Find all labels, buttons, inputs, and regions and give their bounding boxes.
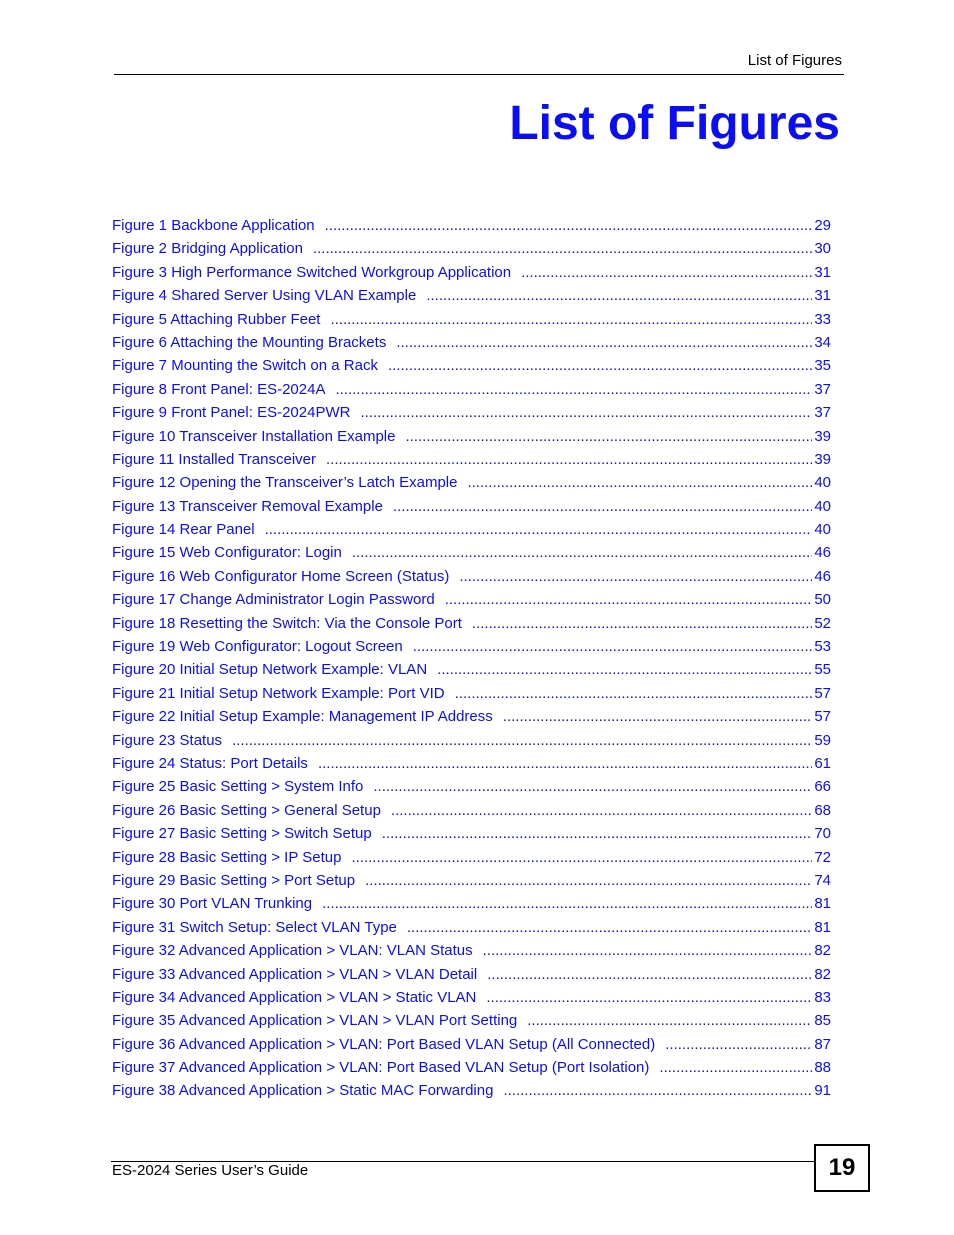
toc-entry-label: Figure 22 Initial Setup Example: Management IP Address: [112, 708, 493, 726]
toc-entry-page: 40: [814, 474, 831, 492]
dot-leader: [459, 568, 812, 585]
dot-leader: [335, 381, 812, 398]
dot-leader: [352, 544, 812, 561]
toc-entry[interactable]: [112, 825, 831, 848]
toc-entry-page: 30: [814, 240, 831, 258]
page-title: List of Figures: [509, 97, 840, 150]
toc-entry-page: 72: [814, 848, 831, 866]
toc-entry-page: 39: [814, 427, 831, 445]
toc-entry-label: Figure 36 Advanced Application > VLAN: Port Based VLAN Setup (All Connected): [112, 1035, 656, 1053]
toc-entry[interactable]: [112, 428, 831, 451]
toc-entry-page: 59: [814, 731, 831, 749]
toc-entry-label: Figure 6 Attaching the Mounting Brackets: [112, 333, 387, 351]
dot-leader: [487, 966, 812, 983]
toc-entry-page: 68: [814, 801, 831, 819]
toc-entry-page: 82: [814, 942, 831, 960]
toc-entry[interactable]: [112, 778, 831, 801]
toc-entry-page: 66: [814, 778, 831, 796]
toc-entry-page: 91: [814, 1082, 831, 1100]
toc-entry[interactable]: [112, 755, 831, 778]
toc-entry[interactable]: [112, 732, 831, 755]
header-rule: [114, 74, 844, 75]
toc-entry-label: Figure 31 Switch Setup: Select VLAN Type: [112, 918, 397, 936]
dot-leader: [527, 1012, 812, 1029]
dot-leader: [437, 661, 812, 678]
toc-entry-page: 81: [814, 918, 831, 936]
list-of-figures: [112, 217, 831, 1106]
dot-leader: [326, 451, 812, 468]
dot-leader: [521, 264, 812, 281]
dot-leader: [373, 778, 812, 795]
dot-leader: [330, 311, 812, 328]
toc-entry-page: 40: [814, 497, 831, 515]
dot-leader: [325, 217, 813, 234]
dot-leader: [365, 872, 812, 889]
toc-entry[interactable]: [112, 989, 831, 1012]
toc-entry-page: 55: [814, 661, 831, 679]
toc-entry-label: Figure 32 Advanced Application > VLAN: VLAN Status: [112, 942, 473, 960]
toc-entry-page: 31: [814, 263, 831, 281]
toc-entry-label: Figure 23 Status: [112, 731, 223, 749]
toc-entry-page: 88: [814, 1059, 831, 1077]
toc-entry-label: Figure 16 Web Configurator Home Screen (Status): [112, 567, 450, 585]
dot-leader: [351, 849, 812, 866]
toc-entry-label: Figure 34 Advanced Application > VLAN > Static VLAN: [112, 988, 477, 1006]
toc-entry[interactable]: [112, 474, 831, 497]
dot-leader: [486, 989, 812, 1006]
toc-entry-page: 74: [814, 871, 831, 889]
toc-entry-page: 33: [814, 310, 831, 328]
toc-entry[interactable]: [112, 872, 831, 895]
toc-entry[interactable]: [112, 1036, 831, 1059]
toc-entry[interactable]: [112, 287, 831, 310]
toc-entry[interactable]: [112, 895, 831, 918]
dot-leader: [318, 755, 812, 772]
toc-entry-page: 50: [814, 591, 831, 609]
toc-entry-label: Figure 3 High Performance Switched Workgroup Application: [112, 263, 512, 281]
toc-entry[interactable]: [112, 498, 831, 521]
toc-entry[interactable]: [112, 357, 831, 380]
toc-entry[interactable]: [112, 591, 831, 614]
dot-leader: [467, 474, 812, 491]
toc-entry[interactable]: [112, 1059, 831, 1082]
toc-entry[interactable]: [112, 1082, 831, 1105]
toc-entry-label: Figure 30 Port VLAN Trunking: [112, 895, 313, 913]
dot-leader: [265, 521, 813, 538]
toc-entry-label: Figure 12 Opening the Transceiver’s Latch Example: [112, 474, 458, 492]
dot-leader: [665, 1036, 812, 1053]
toc-entry-page: 85: [814, 1012, 831, 1030]
toc-entry[interactable]: [112, 708, 831, 731]
dot-leader: [659, 1059, 812, 1076]
toc-entry-label: Figure 28 Basic Setting > IP Setup: [112, 848, 342, 866]
toc-entry-page: 81: [814, 895, 831, 913]
toc-entry[interactable]: [112, 942, 831, 965]
toc-entry-label: Figure 18 Resetting the Switch: Via the Console Port: [112, 614, 462, 632]
toc-entry[interactable]: [112, 966, 831, 989]
toc-entry[interactable]: [112, 802, 831, 825]
dot-leader: [445, 591, 813, 608]
toc-entry-label: Figure 24 Status: Port Details: [112, 754, 308, 772]
dot-leader: [426, 287, 812, 304]
toc-entry-label: Figure 4 Shared Server Using VLAN Example: [112, 287, 417, 305]
toc-entry-label: Figure 20 Initial Setup Network Example: VLAN: [112, 661, 428, 679]
toc-entry-page: 83: [814, 988, 831, 1006]
toc-entry-label: Figure 9 Front Panel: ES-2024PWR: [112, 404, 351, 422]
toc-entry-label: Figure 7 Mounting the Switch on a Rack: [112, 357, 378, 375]
toc-entry-page: 31: [814, 287, 831, 305]
dot-leader: [393, 498, 812, 515]
toc-entry-label: Figure 15 Web Configurator: Login: [112, 544, 342, 562]
toc-entry-label: Figure 2 Bridging Application: [112, 240, 303, 258]
toc-entry[interactable]: [112, 521, 831, 544]
dot-leader: [455, 685, 813, 702]
dot-leader: [503, 1082, 812, 1099]
dot-leader: [313, 240, 812, 257]
dot-leader: [407, 919, 812, 936]
toc-entry[interactable]: [112, 1012, 831, 1035]
toc-entry[interactable]: [112, 240, 831, 263]
dot-leader: [360, 404, 812, 421]
toc-entry[interactable]: [112, 311, 831, 334]
page-number: 19: [814, 1144, 870, 1192]
dot-leader: [472, 615, 812, 632]
toc-entry[interactable]: [112, 638, 831, 661]
dot-leader: [503, 708, 813, 725]
toc-entry-label: Figure 25 Basic Setting > System Info: [112, 778, 364, 796]
toc-entry-label: Figure 29 Basic Setting > Port Setup: [112, 871, 356, 889]
dot-leader: [232, 732, 812, 749]
toc-entry-label: Figure 13 Transceiver Removal Example: [112, 497, 383, 515]
toc-entry-page: 35: [814, 357, 831, 375]
toc-entry-label: Figure 19 Web Configurator: Logout Screen: [112, 638, 403, 656]
toc-entry-label: Figure 27 Basic Setting > Switch Setup: [112, 825, 372, 843]
toc-entry-label: Figure 38 Advanced Application > Static MAC Forwarding: [112, 1082, 494, 1100]
toc-entry[interactable]: [112, 544, 831, 567]
toc-entry-page: 61: [814, 754, 831, 772]
toc-entry-label: Figure 14 Rear Panel: [112, 521, 255, 539]
dot-leader: [405, 428, 812, 445]
toc-entry-page: 82: [814, 965, 831, 983]
dot-leader: [391, 802, 812, 819]
toc-entry-page: 57: [814, 708, 831, 726]
toc-entry-label: Figure 8 Front Panel: ES-2024A: [112, 380, 326, 398]
toc-entry-page: 39: [814, 450, 831, 468]
toc-entry-page: 52: [814, 614, 831, 632]
toc-entry[interactable]: [112, 334, 831, 357]
toc-entry-label: Figure 35 Advanced Application > VLAN > VLAN Port Setting: [112, 1012, 518, 1030]
running-header: List of Figures: [747, 52, 842, 69]
toc-entry-page: 37: [814, 404, 831, 422]
dot-leader: [396, 334, 812, 351]
dot-leader: [413, 638, 813, 655]
toc-entry[interactable]: [112, 381, 831, 404]
toc-entry-page: 46: [814, 544, 831, 562]
toc-entry[interactable]: [112, 849, 831, 872]
toc-entry-page: 37: [814, 380, 831, 398]
footer-guide-title: ES-2024 Series User’s Guide: [112, 1162, 309, 1179]
toc-entry[interactable]: [112, 217, 831, 240]
toc-entry-page: 34: [814, 333, 831, 351]
toc-entry-page: 46: [814, 567, 831, 585]
dot-leader: [483, 942, 813, 959]
toc-entry[interactable]: [112, 451, 831, 474]
dot-leader: [382, 825, 813, 842]
toc-entry-label: Figure 21 Initial Setup Network Example: Port VID: [112, 684, 445, 702]
toc-entry[interactable]: [112, 919, 831, 942]
toc-entry-page: 40: [814, 521, 831, 539]
toc-entry-label: Figure 5 Attaching Rubber Feet: [112, 310, 321, 328]
toc-entry[interactable]: [112, 404, 831, 427]
toc-entry-label: Figure 11 Installed Transceiver: [112, 450, 316, 468]
dot-leader: [388, 357, 812, 374]
toc-entry-page: 29: [814, 217, 831, 234]
toc-entry-label: Figure 17 Change Administrator Login Password: [112, 591, 435, 609]
toc-entry[interactable]: [112, 568, 831, 591]
toc-entry-page: 57: [814, 684, 831, 702]
toc-entry-label: Figure 26 Basic Setting > General Setup: [112, 801, 381, 819]
toc-entry[interactable]: [112, 264, 831, 287]
dot-leader: [322, 895, 812, 912]
toc-entry-page: 70: [814, 825, 831, 843]
toc-entry-label: Figure 10 Transceiver Installation Example: [112, 427, 396, 445]
toc-entry[interactable]: [112, 661, 831, 684]
toc-entry-page: 87: [814, 1035, 831, 1053]
toc-entry-page: 53: [814, 638, 831, 656]
toc-entry-label: Figure 33 Advanced Application > VLAN > VLAN Detail: [112, 965, 478, 983]
toc-entry-label: Figure 37 Advanced Application > VLAN: Port Based VLAN Setup (Port Isolation): [112, 1059, 650, 1077]
toc-entry[interactable]: [112, 685, 831, 708]
toc-entry[interactable]: [112, 615, 831, 638]
toc-entry-label: Figure 1 Backbone Application: [112, 217, 315, 234]
